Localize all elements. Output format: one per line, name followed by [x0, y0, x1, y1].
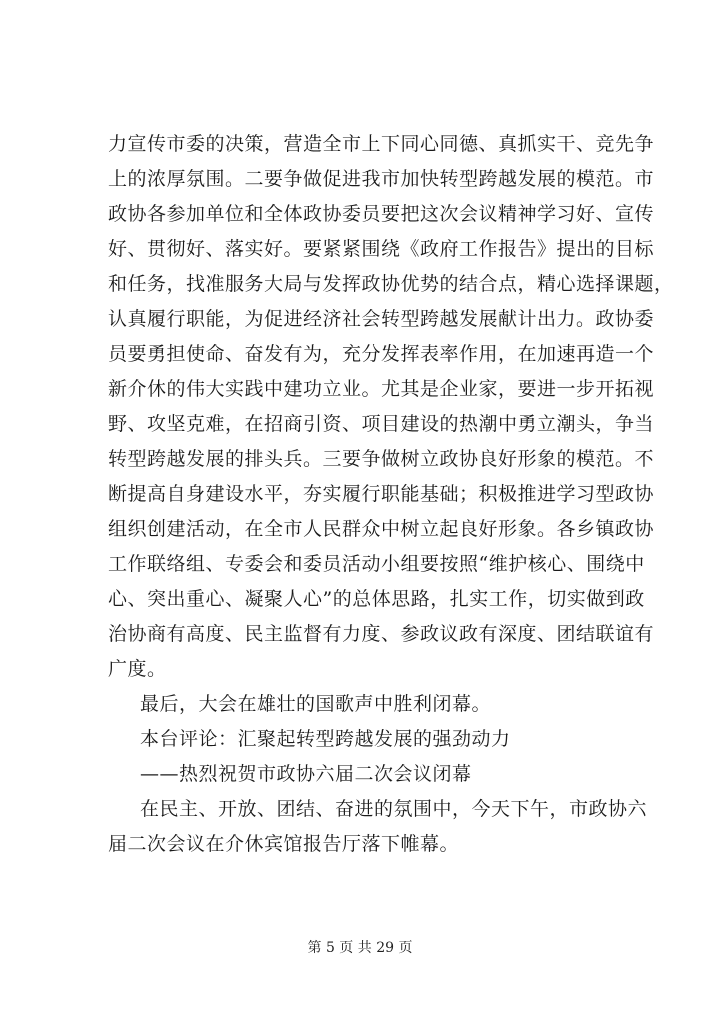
text-line: 新介休的伟大实践中建功立业。尤其是企业家，要进一步开拓视	[108, 378, 655, 400]
text-line: 在民主、开放、团结、奋进的氛围中，今天下午，市政协六	[140, 798, 648, 820]
text-line: 转型跨越发展的排头兵。三要争做树立政协良好形象的模范。不	[108, 448, 655, 470]
text-line: 好、贯彻好、落实好。要紧紧围绕《政府工作报告》提出的目标	[108, 238, 655, 260]
text-line: 政协各参加单位和全体政协委员要把这次会议精神学习好、宣传	[108, 203, 655, 225]
text-line: 工作联络组、专委会和委员活动小组要按照“维护核心、围绕中	[108, 553, 645, 575]
text-line: 届二次会议在介休宾馆报告厅落下帷幕。	[108, 833, 460, 855]
text-line: 广度。	[108, 658, 167, 680]
paragraph-resolution	[108, 127, 674, 687]
commentary-title	[108, 722, 638, 757]
text-line: 心、突出重心、凝聚人心”的总体思路，扎实工作，切实做到政	[108, 588, 645, 610]
text-line: 组织创建活动，在全市人民群众中树立起良好形象。各乡镇政协	[108, 518, 655, 540]
text-line: 最后，大会在雄壮的国歌声中胜利闭幕。	[140, 693, 492, 715]
document-body	[108, 127, 674, 862]
text-line: 野、攻坚克难，在招商引资、项目建设的热潮中勇立潮头，争当	[108, 413, 655, 435]
text-line: 断提高自身建设水平，夯实履行职能基础；积极推进学习型政协	[108, 483, 655, 505]
text-line: 治协商有高度、民主监督有力度、参政议政有深度、团结联谊有	[108, 623, 655, 645]
text-line: ——热烈祝贺市政协六届二次会议闭幕	[140, 763, 472, 785]
page-number-footer: 第 5 页 共 29 页	[307, 940, 413, 956]
text-line: 认真履行职能，为促进经济社会转型跨越发展献计出力。政协委	[108, 308, 655, 330]
paragraph-commentary-opening	[108, 792, 648, 862]
text-line: 上的浓厚氛围。二要争做促进我市加快转型跨越发展的模范。市	[108, 168, 655, 190]
text-line: 员要勇担使命、奋发有为，充分发挥表率作用，在加速再造一个	[108, 343, 655, 365]
commentary-subtitle	[108, 757, 638, 792]
text-line: 力宣传市委的决策，营造全市上下同心同德、真抓实干、竞先争	[108, 133, 655, 155]
text-line: 本台评论：汇聚起转型跨越发展的强劲动力	[140, 728, 511, 750]
paragraph-closing	[108, 687, 638, 722]
text-line: 和任务，找准服务大局与发挥政协优势的结合点，精心选择课题，	[108, 273, 674, 295]
